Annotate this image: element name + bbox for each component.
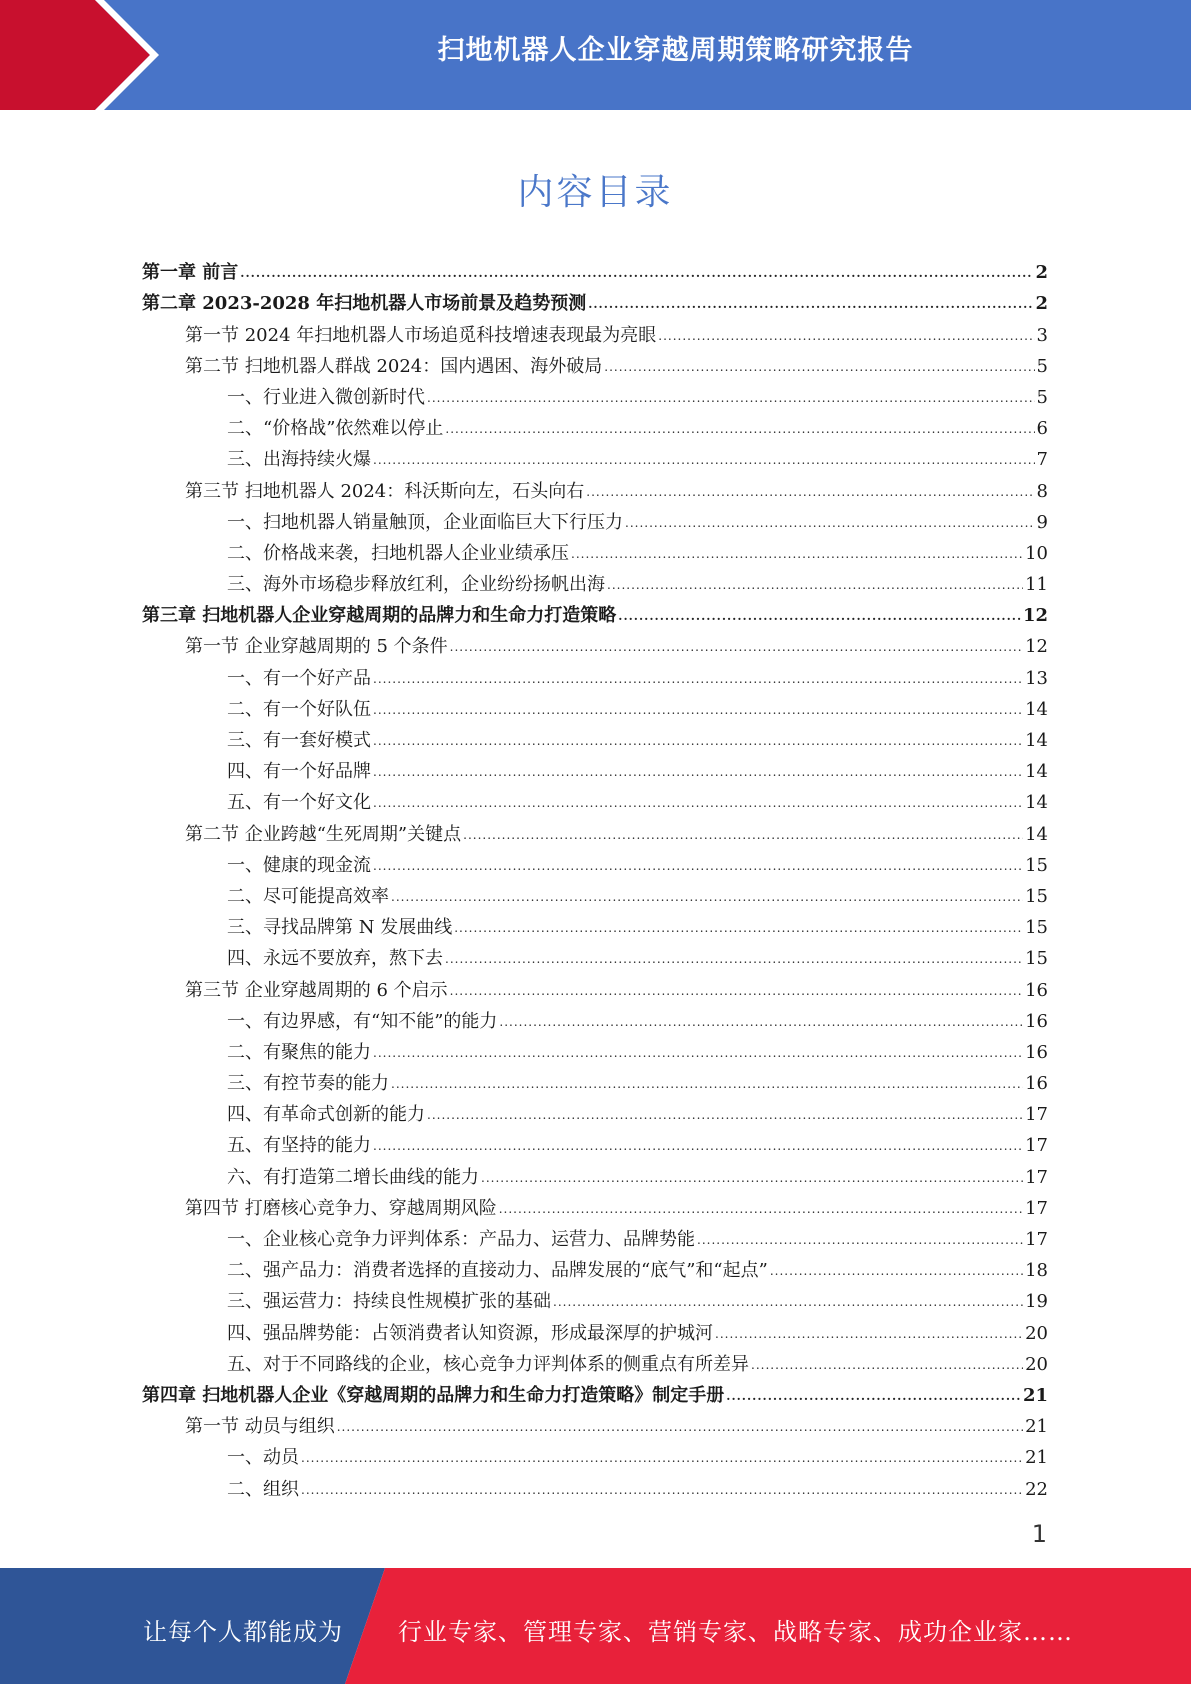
toc-entry-title: 一、健康的现金流 <box>227 854 371 876</box>
toc-entry[interactable] <box>142 566 1048 597</box>
toc-dot-leader <box>240 261 1033 285</box>
toc-dot-leader <box>586 480 1034 504</box>
header-banner <box>0 0 1191 110</box>
toc-entry[interactable] <box>142 722 1048 753</box>
report-title: 扫地机器人企业穿越周期策略研究报告 <box>437 35 914 66</box>
toc-entry-title: 二、“价格战”依然难以停止 <box>227 418 444 440</box>
toc-entry-page: 17 <box>1025 1166 1048 1188</box>
toc-dot-leader <box>391 1072 1023 1096</box>
table-of-contents <box>142 254 1048 1502</box>
toc-entry[interactable] <box>142 410 1048 441</box>
toc-entry-page: 17 <box>1025 1229 1048 1250</box>
toc-entry[interactable] <box>142 254 1048 285</box>
toc-dot-leader <box>301 1446 1023 1470</box>
toc-entry[interactable] <box>142 1470 1048 1501</box>
toc-entry-title: 第四章 扫地机器人企业《穿越周期的品牌力和生命力打造策略》制定手册 <box>142 1384 725 1406</box>
toc-entry[interactable] <box>142 1377 1048 1408</box>
toc-entry[interactable] <box>142 1127 1048 1158</box>
toc-entry-page: 19 <box>1025 1291 1048 1313</box>
toc-dot-leader <box>770 1259 1023 1283</box>
toc-entry-title: 四、永远不要放弃，熬下去 <box>227 948 443 970</box>
toc-dot-leader <box>445 947 1023 971</box>
toc-entry[interactable] <box>142 379 1048 410</box>
toc-dot-leader <box>373 760 1023 784</box>
toc-entry-title: 一、企业核心竞争力评判体系：产品力、运营力、品牌势能 <box>227 1229 695 1250</box>
toc-entry-title: 一、有一个好产品 <box>227 667 371 689</box>
toc-entry-page: 21 <box>1025 1416 1048 1438</box>
toc-dot-leader <box>454 916 1023 940</box>
toc-entry-title: 二、组织 <box>227 1478 299 1500</box>
toc-entry-title: 二、强产品力：消费者选择的直接动力、品牌发展的“底气”和“起点” <box>227 1260 768 1282</box>
toc-dot-leader <box>588 292 1033 316</box>
toc-dot-leader <box>571 542 1023 566</box>
toc-entry[interactable] <box>142 316 1048 347</box>
toc-dot-leader <box>625 511 1035 535</box>
toc-entry[interactable] <box>142 597 1048 628</box>
toc-entry-title: 一、行业进入微创新时代 <box>227 386 425 408</box>
toc-dot-leader <box>373 791 1023 815</box>
toc-entry-title: 第一节 动员与组织 <box>185 1416 335 1438</box>
toc-dot-leader <box>553 1290 1023 1314</box>
toc-entry-page: 14 <box>1025 730 1048 751</box>
toc-dot-leader <box>618 604 1021 628</box>
toc-entry-page: 14 <box>1025 698 1048 720</box>
toc-dot-leader <box>481 1166 1023 1190</box>
page-number: 1 <box>1031 1520 1047 1548</box>
toc-entry[interactable] <box>142 815 1048 846</box>
toc-entry[interactable] <box>142 504 1048 535</box>
toc-entry-title: 二、价格战来袭，扫地机器人企业业绩承压 <box>227 542 569 564</box>
toc-entry-page: 13 <box>1025 667 1048 689</box>
toc-entry[interactable] <box>142 1283 1048 1314</box>
toc-entry-page: 10 <box>1025 542 1048 564</box>
toc-entry[interactable] <box>142 1003 1048 1034</box>
toc-entry-title: 第一节 2024 年扫地机器人市场追觅科技增速表现最为亮眼 <box>185 324 657 346</box>
toc-entry[interactable] <box>142 847 1048 878</box>
toc-dot-leader <box>337 1415 1023 1439</box>
toc-entry-page: 16 <box>1025 1010 1048 1032</box>
toc-entry[interactable] <box>142 878 1048 909</box>
toc-entry[interactable] <box>142 1034 1048 1065</box>
toc-entry-title: 五、有坚持的能力 <box>227 1135 371 1157</box>
toc-dot-leader <box>726 1384 1021 1408</box>
toc-entry-title: 一、动员 <box>227 1447 299 1469</box>
toc-entry-page: 15 <box>1025 948 1048 970</box>
toc-dot-leader <box>427 1103 1023 1127</box>
toc-entry-page: 15 <box>1025 854 1048 876</box>
toc-entry-page: 17 <box>1025 1135 1048 1157</box>
toc-entry[interactable] <box>142 1190 1048 1221</box>
toc-entry-page: 17 <box>1025 1104 1048 1126</box>
toc-entry-title: 三、寻找品牌第 N 发展曲线 <box>227 917 453 939</box>
toc-entry-title: 第二节 扫地机器人群战 2024：国内遇困、海外破局 <box>185 355 603 377</box>
toc-entry-page: 2 <box>1035 262 1048 284</box>
toc-entry-title: 三、强运营力：持续良性规模扩张的基础 <box>227 1291 551 1313</box>
toc-entry[interactable] <box>142 691 1048 722</box>
toc-entry-title: 四、有革命式创新的能力 <box>227 1104 425 1126</box>
toc-entry[interactable] <box>142 348 1048 379</box>
toc-entry-title: 三、海外市场稳步释放红利，企业纷纷扬帆出海 <box>227 574 605 596</box>
toc-dot-leader <box>373 698 1023 722</box>
toc-heading: 内容目录 <box>517 172 674 213</box>
toc-dot-leader <box>373 729 1023 753</box>
toc-entry-page: 5 <box>1036 355 1048 377</box>
toc-entry[interactable] <box>142 971 1048 1002</box>
toc-dot-leader <box>373 448 1035 472</box>
toc-dot-leader <box>607 573 1023 597</box>
toc-entry[interactable] <box>142 659 1048 690</box>
toc-entry-title: 第三节 企业穿越周期的 6 个启示 <box>185 979 448 1001</box>
toc-dot-leader <box>499 1197 1023 1221</box>
toc-entry[interactable] <box>142 1439 1048 1470</box>
toc-entry-title: 三、有控节奏的能力 <box>227 1073 389 1095</box>
toc-entry[interactable] <box>142 753 1048 784</box>
toc-entry[interactable] <box>142 1346 1048 1377</box>
toc-entry[interactable] <box>142 1408 1048 1439</box>
toc-entry[interactable] <box>142 1252 1048 1283</box>
toc-entry[interactable] <box>142 1096 1048 1127</box>
footer-slogan-right: 行业专家、管理专家、营销专家、战略专家、成功企业家…… <box>398 1618 1073 1646</box>
toc-entry-title: 五、有一个好文化 <box>227 792 371 814</box>
toc-entry-title: 二、有聚焦的能力 <box>227 1041 371 1063</box>
toc-entry-title: 第一章 前言 <box>142 262 239 284</box>
toc-entry-page: 18 <box>1025 1260 1048 1282</box>
toc-entry-page: 16 <box>1025 979 1048 1001</box>
toc-dot-leader <box>450 979 1023 1003</box>
toc-entry-title: 一、有边界感，有“知不能”的能力 <box>227 1010 498 1032</box>
toc-entry-page: 12 <box>1022 605 1048 627</box>
toc-dot-leader <box>301 1478 1023 1502</box>
toc-dot-leader <box>373 1134 1023 1158</box>
toc-dot-leader <box>499 1010 1023 1034</box>
toc-entry[interactable] <box>142 1065 1048 1096</box>
toc-entry-page: 15 <box>1025 885 1048 907</box>
toc-dot-leader <box>604 355 1034 379</box>
toc-entry-title: 第二节 企业跨越“生死周期”关键点 <box>185 823 462 845</box>
toc-dot-leader <box>373 854 1023 878</box>
toc-entry-page: 22 <box>1025 1478 1048 1500</box>
toc-entry-page: 20 <box>1025 1322 1048 1344</box>
toc-entry-title: 第三节 扫地机器人 2024：科沃斯向左，石头向右 <box>185 480 585 502</box>
toc-entry-page: 8 <box>1036 480 1048 502</box>
toc-dot-leader <box>463 823 1023 847</box>
toc-entry-page: 12 <box>1025 636 1048 658</box>
toc-entry-title: 六、有打造第二增长曲线的能力 <box>227 1166 479 1188</box>
toc-entry[interactable] <box>142 472 1048 503</box>
toc-entry-page: 9 <box>1036 511 1048 533</box>
toc-entry[interactable] <box>142 535 1048 566</box>
toc-entry-page: 2 <box>1035 293 1048 315</box>
toc-entry[interactable] <box>142 909 1048 940</box>
toc-entry-page: 16 <box>1025 1073 1048 1095</box>
toc-entry-title: 四、强品牌势能：占领消费者认知资源，形成最深厚的护城河 <box>227 1322 713 1344</box>
toc-entry-page: 14 <box>1025 823 1048 845</box>
toc-entry-title: 二、尽可能提高效率 <box>227 885 389 907</box>
toc-entry-page: 3 <box>1036 324 1048 346</box>
toc-dot-leader <box>697 1228 1023 1252</box>
toc-dot-leader <box>715 1322 1023 1346</box>
toc-entry-page: 21 <box>1022 1384 1048 1406</box>
toc-entry-page: 15 <box>1025 917 1048 939</box>
toc-entry-title: 三、有一套好模式 <box>227 730 371 751</box>
toc-entry-title: 一、扫地机器人销量触顶，企业面临巨大下行压力 <box>227 511 623 533</box>
toc-dot-leader <box>391 885 1023 909</box>
toc-entry-page: 6 <box>1036 418 1048 440</box>
toc-entry[interactable] <box>142 441 1048 472</box>
footer-banner <box>0 1568 1191 1684</box>
toc-entry[interactable] <box>142 1221 1048 1252</box>
toc-entry-page: 14 <box>1025 792 1048 814</box>
toc-dot-leader <box>373 1041 1023 1065</box>
toc-entry-title: 第二章 2023-2028 年扫地机器人市场前景及趋势预测 <box>142 293 587 315</box>
toc-entry-title: 四、有一个好品牌 <box>227 761 371 783</box>
toc-entry-page: 17 <box>1025 1197 1048 1219</box>
toc-entry-title: 三、出海持续火爆 <box>227 449 371 471</box>
toc-entry-page: 21 <box>1025 1447 1048 1469</box>
toc-dot-leader <box>445 417 1034 441</box>
toc-entry-page: 7 <box>1036 449 1048 471</box>
toc-entry-title: 第四节 打磨核心竞争力、穿越周期风险 <box>185 1197 497 1219</box>
toc-entry[interactable] <box>142 285 1048 316</box>
toc-entry[interactable] <box>142 628 1048 659</box>
toc-entry[interactable] <box>142 784 1048 815</box>
toc-entry-page: 16 <box>1025 1041 1048 1063</box>
toc-entry-title: 五、对于不同路线的企业，核心竞争力评判体系的侧重点有所差异 <box>227 1353 749 1375</box>
toc-entry-title: 第三章 扫地机器人企业穿越周期的品牌力和生命力打造策略 <box>142 605 617 627</box>
toc-entry[interactable] <box>142 1158 1048 1189</box>
toc-entry-title: 二、有一个好队伍 <box>227 698 371 720</box>
footer-slogan-left: 让每个人都能成为 <box>143 1618 343 1646</box>
toc-entry-page: 5 <box>1036 386 1048 408</box>
toc-dot-leader <box>427 386 1035 410</box>
toc-entry-page: 20 <box>1025 1353 1048 1375</box>
toc-dot-leader <box>450 635 1023 659</box>
toc-entry-title: 第一节 企业穿越周期的 5 个条件 <box>185 636 448 658</box>
toc-dot-leader <box>658 324 1034 348</box>
toc-entry[interactable] <box>142 940 1048 971</box>
toc-entry[interactable] <box>142 1314 1048 1345</box>
toc-entry-page: 11 <box>1025 574 1048 596</box>
toc-entry-page: 14 <box>1025 761 1048 783</box>
toc-dot-leader <box>751 1353 1023 1377</box>
toc-dot-leader <box>373 667 1023 691</box>
